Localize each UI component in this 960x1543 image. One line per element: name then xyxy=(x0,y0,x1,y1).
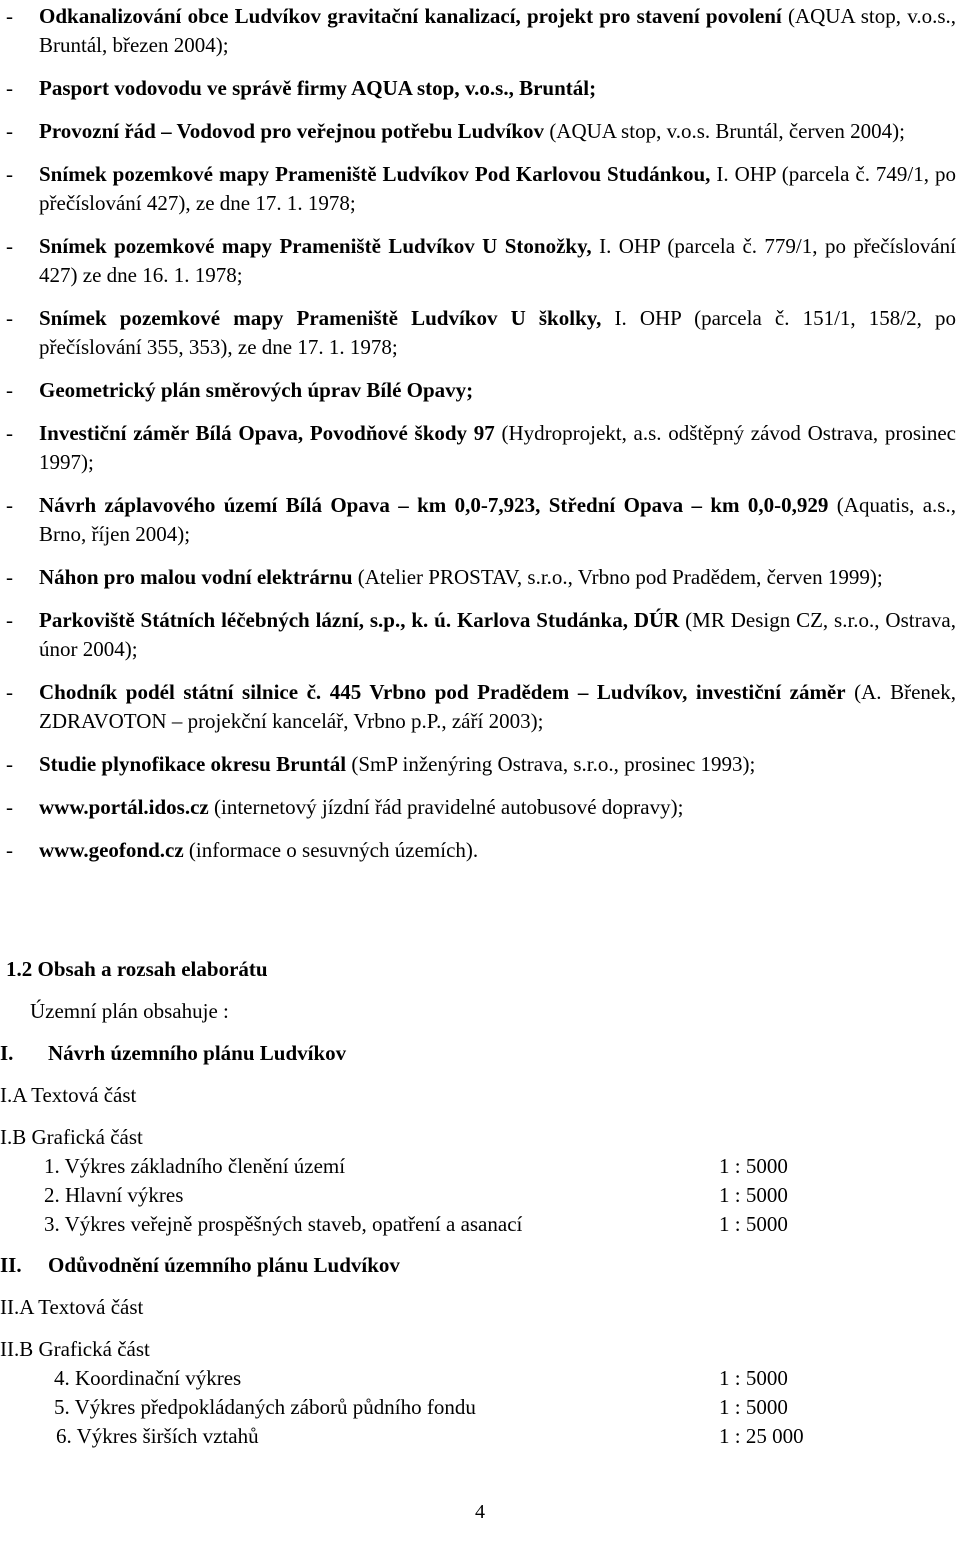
drawing-label: 4. Koordinační výkres xyxy=(54,1366,242,1390)
reference-title: Geometrický plán směrových úprav Bílé Opavy; xyxy=(39,378,474,402)
reference-detail: (AQUA stop, v.o.s., Bruntál, březen 2004); xyxy=(39,4,957,57)
drawing-scale: 1 : 5000 xyxy=(719,1366,788,1390)
drawing-label: 6. Výkres širších vztahů xyxy=(56,1424,259,1448)
reference-title: Pasport vodovodu ve správě firmy AQUA stop, v.o.s., Bruntál; xyxy=(39,76,597,100)
reference-title: Chodník podél státní silnice č. 445 Vrbno pod Pradědem – Ludvíkov, investiční záměr xyxy=(39,680,846,704)
list-dash: - xyxy=(6,680,13,704)
drawing-item xyxy=(0,1210,960,1239)
reference-text xyxy=(39,606,956,664)
reference-text xyxy=(39,563,956,592)
reference-item xyxy=(6,232,956,290)
drawing-scale: 1 : 25 000 xyxy=(719,1424,804,1448)
reference-title: Investiční záměr Bílá Opava, Povodňové škody 97 xyxy=(39,421,495,445)
drawing-label: 3. Výkres veřejně prospěšných staveb, opatření a asanací xyxy=(44,1212,523,1236)
part-2-roman: II. xyxy=(0,1253,22,1277)
reference-text xyxy=(39,160,956,218)
list-dash: - xyxy=(6,378,13,402)
drawing-item xyxy=(0,1422,960,1451)
list-dash: - xyxy=(6,752,13,776)
reference-detail: (Aquatis, a.s., Brno, říjen 2004); xyxy=(39,493,956,546)
reference-title: www.portál.idos.cz xyxy=(39,795,209,819)
reference-item xyxy=(6,304,956,362)
reference-item xyxy=(6,376,956,405)
reference-title: Provozní řád – Vodovod pro veřejnou potřebu Ludvíkov xyxy=(39,119,545,143)
section-heading: 1.2 Obsah a rozsah elaborátu xyxy=(6,957,268,981)
reference-title: Návrh záplavového území Bílá Opava – km 0,0-7,923, Střední Opava – km 0,0-0,929 xyxy=(39,493,829,517)
part-2-title xyxy=(0,1251,400,1280)
list-dash: - xyxy=(6,421,13,445)
reference-item xyxy=(6,678,956,736)
drawing-scale: 1 : 5000 xyxy=(719,1183,788,1207)
part-1-graficka: I.B Grafická část xyxy=(0,1125,143,1149)
drawing-item xyxy=(0,1393,960,1422)
reference-text xyxy=(39,750,956,779)
drawing-label: 2. Hlavní výkres xyxy=(44,1183,184,1207)
reference-item xyxy=(6,2,956,60)
reference-item xyxy=(6,117,956,146)
list-dash: - xyxy=(6,4,13,28)
part-2-graficka: II.B Grafická část xyxy=(0,1337,150,1361)
part-2-textova: II.A Textová část xyxy=(0,1295,144,1319)
reference-item xyxy=(6,491,956,549)
part-1-title xyxy=(0,1039,346,1068)
reference-item xyxy=(6,419,956,477)
drawing-item xyxy=(0,1181,960,1210)
list-dash: - xyxy=(6,565,13,589)
reference-title: Snímek pozemkové mapy Prameniště Ludvíkov U Stonožky, xyxy=(39,234,592,258)
list-dash: - xyxy=(6,795,13,819)
reference-detail: I. OHP (parcela č. 151/1, 158/2, po přečíslování 355, 353), ze dne 17. 1. 1978; xyxy=(39,306,956,359)
intro-text: Územní plán obsahuje : xyxy=(30,999,229,1023)
reference-detail: (informace o sesuvných územích). xyxy=(183,838,479,862)
part-1-textova: I.A Textová část xyxy=(0,1083,137,1107)
reference-text xyxy=(39,2,956,60)
list-dash: - xyxy=(6,608,13,632)
drawing-scale: 1 : 5000 xyxy=(719,1395,788,1419)
drawing-item xyxy=(0,1364,960,1393)
list-dash: - xyxy=(6,76,13,100)
list-dash: - xyxy=(6,306,13,330)
reference-text xyxy=(39,491,956,549)
reference-item xyxy=(6,563,956,592)
part-2-title-text: Odůvodnění územního plánu Ludvíkov xyxy=(48,1253,400,1277)
reference-item xyxy=(6,74,956,103)
reference-text xyxy=(39,74,956,103)
drawing-label: 5. Výkres předpokládaných záborů půdního fondu xyxy=(54,1395,476,1419)
list-dash: - xyxy=(6,162,13,186)
reference-title: Náhon pro malou vodní elektrárnu xyxy=(39,565,353,589)
reference-title: Snímek pozemkové mapy Prameniště Ludvíkov U školky, xyxy=(39,306,602,330)
list-dash: - xyxy=(6,119,13,143)
reference-detail: (internetový jízdní řád pravidelné autobusové dopravy); xyxy=(208,795,684,819)
reference-detail: (Hydroprojekt, a.s. odštěpný závod Ostrava, prosinec 1997); xyxy=(39,421,957,474)
list-dash: - xyxy=(6,493,13,517)
drawing-scale: 1 : 5000 xyxy=(719,1212,788,1236)
reference-list xyxy=(6,2,956,879)
reference-detail: (A. Břenek, ZDRAVOTON – projekční kancelář, Vrbno p.P., září 2003); xyxy=(39,680,956,733)
part-1-roman: I. xyxy=(0,1041,14,1065)
page-number: 4 xyxy=(475,1501,485,1523)
reference-text xyxy=(39,678,956,736)
reference-item xyxy=(6,606,956,664)
reference-detail: (MR Design CZ, s.r.o., Ostrava, únor 2004); xyxy=(39,608,956,661)
reference-detail: I. OHP (parcela č. 749/1, po přečíslování 427), ze dne 17. 1. 1978; xyxy=(39,162,956,215)
reference-text xyxy=(39,376,956,405)
reference-title: Parkoviště Státních léčebných lázní, s.p., k. ú. Karlova Studánka, DÚR xyxy=(39,608,680,632)
drawing-item xyxy=(0,1152,960,1181)
reference-item xyxy=(6,160,956,218)
drawing-label: 1. Výkres základního členění území xyxy=(44,1154,346,1178)
list-dash: - xyxy=(6,234,13,258)
reference-title: Odkanalizování obce Ludvíkov gravitační kanalizací, projekt pro stavení povolení xyxy=(39,4,782,28)
reference-title: www.geofond.cz xyxy=(39,838,184,862)
reference-text xyxy=(39,793,956,822)
reference-detail: (AQUA stop, v.o.s. Bruntál, červen 2004); xyxy=(544,119,905,143)
reference-item xyxy=(6,836,956,865)
reference-text xyxy=(39,419,956,477)
reference-item xyxy=(6,793,956,822)
reference-detail: I. OHP (parcela č. 779/1, po přečíslování 427) ze dne 16. 1. 1978; xyxy=(39,234,956,287)
reference-text xyxy=(39,304,956,362)
reference-text xyxy=(39,836,956,865)
reference-title: Snímek pozemkové mapy Prameniště Ludvíkov Pod Karlovou Studánkou, xyxy=(39,162,711,186)
reference-title: Studie plynofikace okresu Bruntál xyxy=(39,752,347,776)
reference-text xyxy=(39,232,956,290)
reference-detail: (Atelier PROSTAV, s.r.o., Vrbno pod Pradědem, červen 1999); xyxy=(352,565,883,589)
reference-text xyxy=(39,117,956,146)
list-dash: - xyxy=(6,838,13,862)
reference-detail: (SmP inženýring Ostrava, s.r.o., prosinec 1993); xyxy=(346,752,756,776)
part-1-title-text: Návrh územního plánu Ludvíkov xyxy=(48,1041,347,1065)
reference-item xyxy=(6,750,956,779)
drawing-scale: 1 : 5000 xyxy=(719,1154,788,1178)
